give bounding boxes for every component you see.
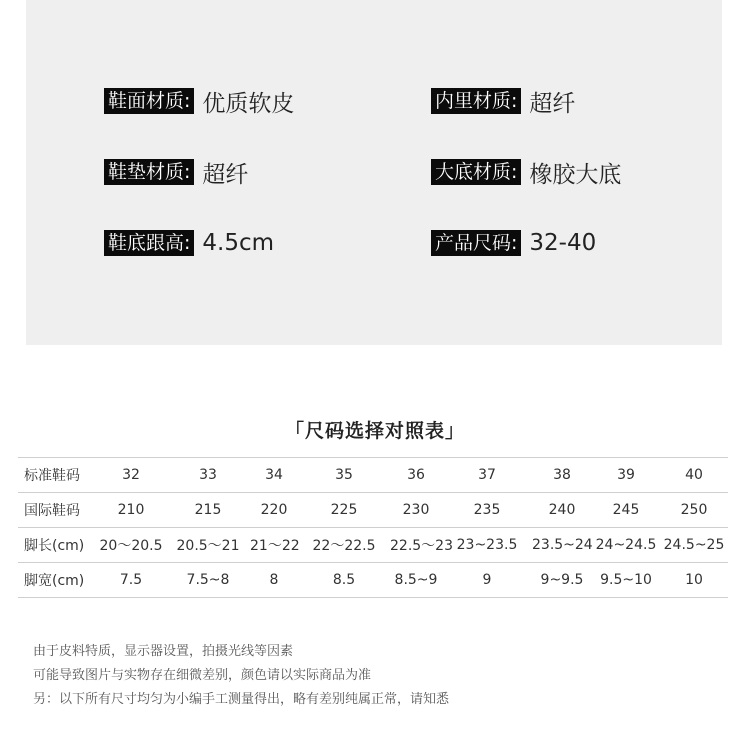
size-chart-title: 「尺码选择对照表」: [284, 420, 465, 442]
table-cell: 10: [660, 563, 728, 598]
table-cell: 8: [250, 563, 298, 598]
table-cell: 32: [96, 458, 166, 493]
table-cell: 34: [250, 458, 298, 493]
spec-lining-material: [431, 86, 575, 116]
spec-value: 优质软皮: [202, 90, 295, 117]
table-cell: 8.5~9: [390, 563, 442, 598]
row-header: 脚宽(cm): [18, 563, 96, 598]
table-cell: 36: [390, 458, 442, 493]
table-cell: 23~23.5: [442, 528, 532, 563]
spec-outsole-material: [431, 157, 621, 187]
spec-upper-material: [104, 86, 294, 116]
table-cell: 240: [532, 493, 592, 528]
row-header: 标准鞋码: [18, 458, 96, 493]
table-cell: 9: [442, 563, 532, 598]
table-cell: 225: [298, 493, 390, 528]
spec-insole-material: [104, 157, 248, 187]
spec-label: 鞋面材质:: [104, 88, 194, 114]
table-cell: 235: [442, 493, 532, 528]
size-chart-table: [18, 457, 728, 598]
table-cell: 20～20.5: [96, 528, 166, 563]
table-cell: 7.5: [96, 563, 166, 598]
spec-label: 大底材质:: [431, 159, 521, 185]
table-cell: 8.5: [298, 563, 390, 598]
spec-value: 4.5cm: [202, 230, 275, 256]
spec-label: 鞋垫材质:: [104, 159, 194, 185]
table-cell: 7.5~8: [166, 563, 250, 598]
table-cell: 37: [442, 458, 532, 493]
table-cell: 33: [166, 458, 250, 493]
table-cell: 9~9.5: [532, 563, 592, 598]
spec-value: 超纤: [529, 90, 576, 117]
table-cell: 215: [166, 493, 250, 528]
table-row: [18, 458, 728, 493]
spec-value: 32-40: [529, 230, 597, 256]
table-cell: 9.5~10: [592, 563, 660, 598]
table-cell: 38: [532, 458, 592, 493]
table-cell: 24.5~25: [660, 528, 728, 563]
spec-label: 内里材质:: [431, 88, 521, 114]
table-cell: 210: [96, 493, 166, 528]
row-header: 脚长(cm): [18, 528, 96, 563]
table-row: [18, 493, 728, 528]
disclaimer-notes: [33, 640, 449, 712]
table-cell: 250: [660, 493, 728, 528]
table-row: [18, 563, 728, 598]
table-cell: 22.5～23: [390, 528, 442, 563]
table-cell: 22～22.5: [298, 528, 390, 563]
spec-label: 产品尺码:: [431, 230, 521, 256]
table-cell: 20.5～21: [166, 528, 250, 563]
spec-value: 超纤: [202, 161, 249, 188]
note-line: 由于皮料特质，显示器设置，拍摄光线等因素: [33, 644, 294, 659]
spec-heel-height: [104, 228, 274, 258]
row-header: 国际鞋码: [18, 493, 96, 528]
table-cell: 220: [250, 493, 298, 528]
note-line: 可能导致图片与实物存在细微差别，颜色请以实际商品为准: [33, 668, 372, 683]
table-cell: 23.5~24: [532, 528, 592, 563]
table-cell: 245: [592, 493, 660, 528]
table-cell: 35: [298, 458, 390, 493]
spec-label: 鞋底跟高:: [104, 230, 194, 256]
table-cell: 24~24.5: [592, 528, 660, 563]
table-cell: 39: [592, 458, 660, 493]
spec-value: 橡胶大底: [529, 161, 622, 188]
note-line: 另：以下所有尺寸均匀为小编手工测量得出，略有差别纯属正常，请知悉: [33, 692, 450, 707]
table-cell: 230: [390, 493, 442, 528]
table-cell: 40: [660, 458, 728, 493]
table-cell: 21～22: [250, 528, 298, 563]
spec-size-range: [431, 228, 596, 258]
table-row: [18, 528, 728, 563]
